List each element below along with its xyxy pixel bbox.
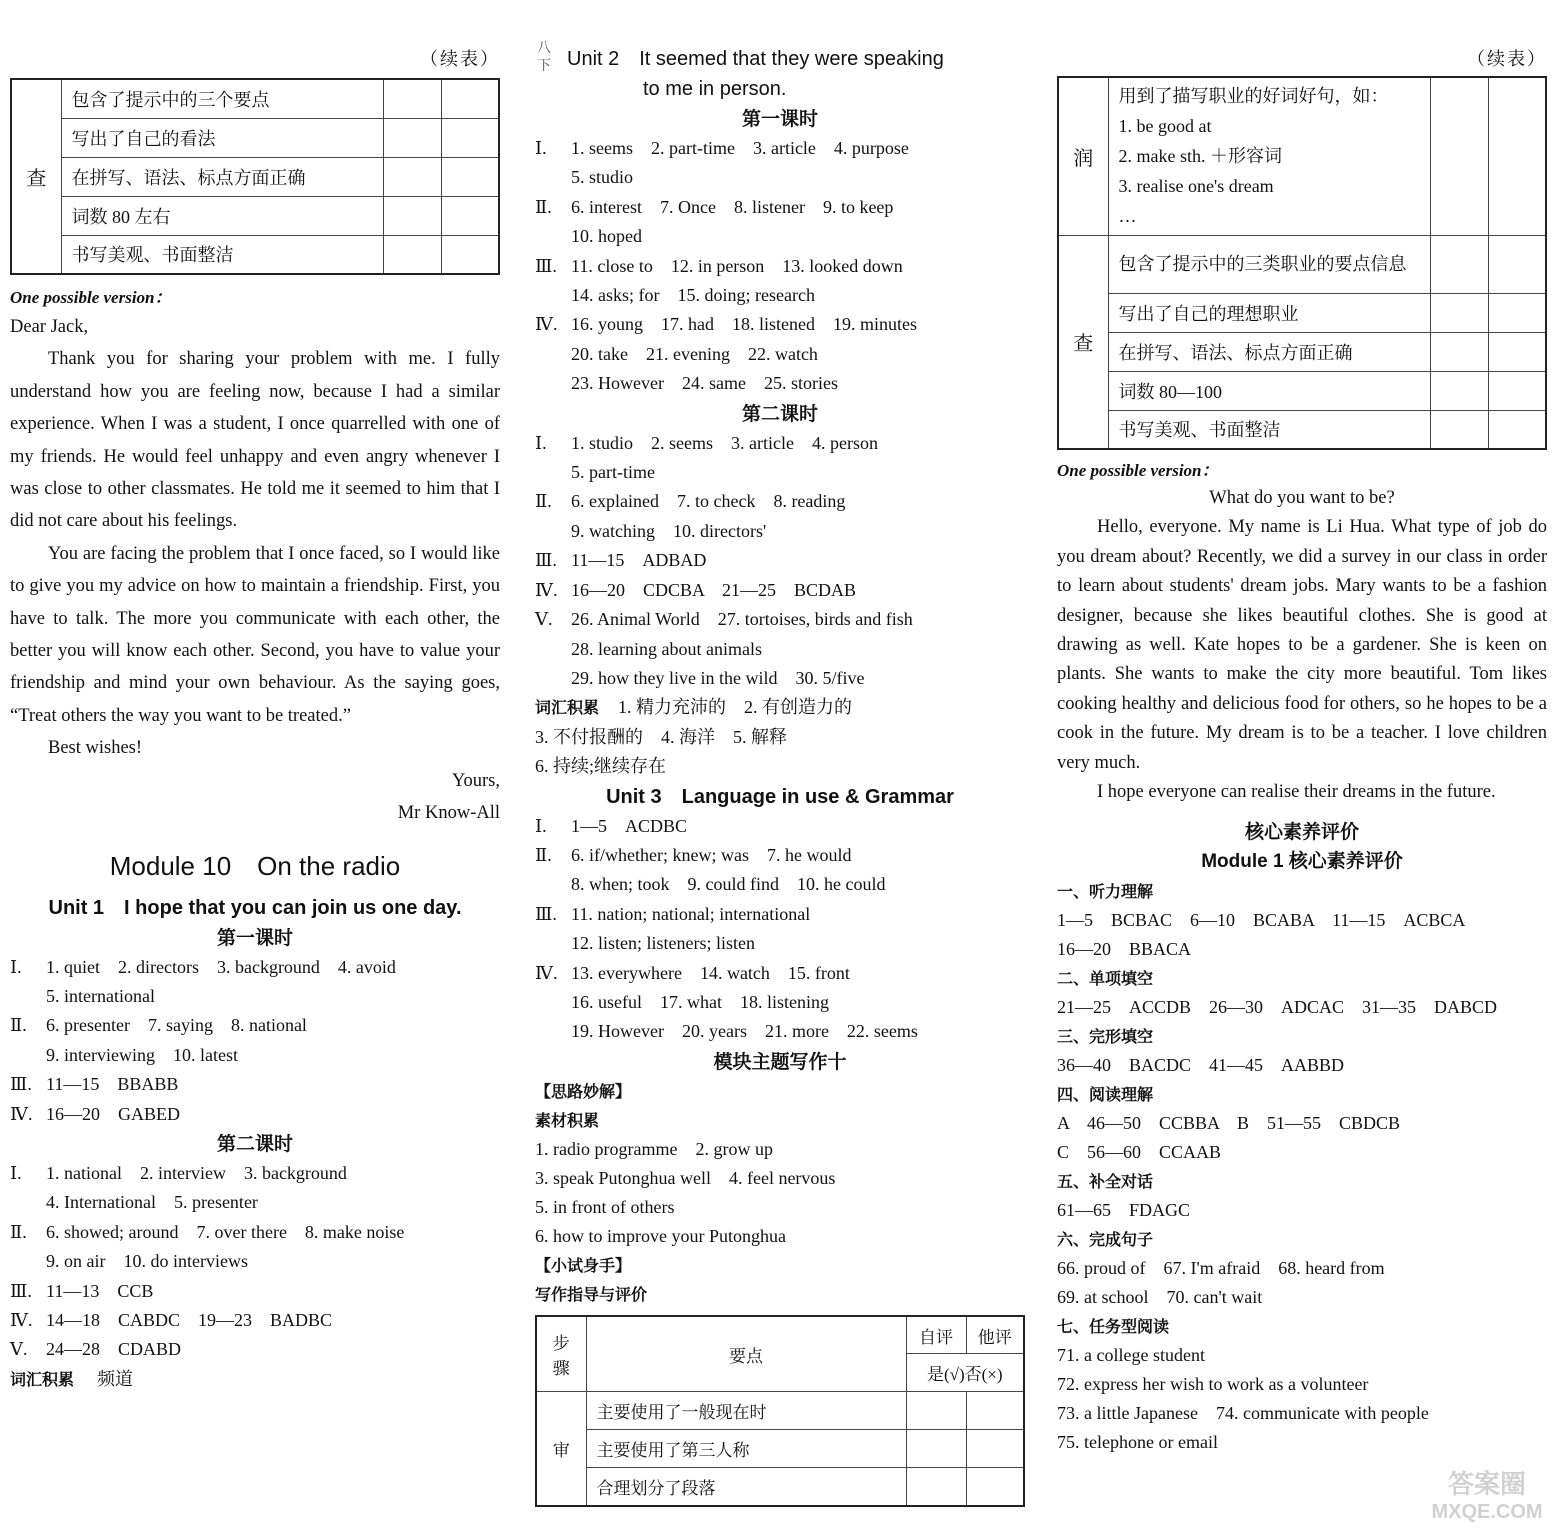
eval-section-heading: 三、完形填空 — [1057, 1027, 1154, 1047]
vocab-text: 频道 — [97, 1368, 134, 1389]
rubric-step: 润 — [1058, 77, 1108, 235]
answer-list — [535, 134, 1025, 399]
guide-head-peer: 他评 — [966, 1316, 1024, 1354]
answer-row — [535, 929, 1025, 958]
answer-row — [10, 1159, 500, 1188]
lesson-title: 第一课时 — [741, 108, 818, 130]
row-text: 16. young 17. had 18. listened 19. minutes — [571, 314, 917, 335]
letter-greeting: Dear Jack, — [10, 317, 89, 337]
answer-row — [10, 1011, 500, 1040]
watermark: 答案圈 MXQE.COM — [1431, 1469, 1543, 1523]
eval-section-heading: 五、补全对话 — [1057, 1172, 1154, 1192]
row-text: 1. national 2. interview 3. background — [46, 1162, 347, 1183]
answer-row — [10, 1070, 500, 1099]
row-text: 13. everywhere 14. watch 15. front — [571, 962, 850, 983]
rubric-item: 在拼写、语法、标点方面正确 — [61, 157, 383, 196]
module-title: Module 10 On the radio — [109, 850, 401, 881]
material-item: 5. in front of others — [535, 1196, 675, 1217]
row-text: 6. interest 7. Once 8. listener 9. to keep — [571, 196, 894, 217]
rubric-item: 用到了描写职业的好词好句，如： 1. be good at 2. make sth. ＋形容词 3. realise one's dream … — [1108, 77, 1430, 235]
answer-row — [10, 982, 500, 1011]
row-text: 4. International 5. presenter — [46, 1192, 258, 1213]
left-column — [10, 0, 500, 1394]
rubric-item: 词数 80 左右 — [61, 196, 383, 235]
answer-row — [535, 870, 1025, 899]
row-text: 6. showed; around 7. over there 8. make noise — [46, 1221, 405, 1242]
row-text: 11. close to 12. in person 13. looked down — [571, 255, 903, 276]
unit-title-line2: to me in person. — [643, 78, 787, 100]
vocab-text: 6. 持续;继续存在 — [535, 756, 667, 777]
vocab-label: 词汇积累 — [10, 1369, 75, 1389]
row-text: 1. seems 2. part-time 3. article 4. purpose — [571, 138, 909, 158]
middle-column — [535, 0, 1025, 1507]
row-text: 16—20 CDCBA 21—25 BCDAB — [571, 579, 857, 600]
row-number: Ⅱ. — [535, 196, 552, 217]
row-number: Ⅳ. — [10, 1309, 33, 1330]
row-number: Ⅳ. — [10, 1103, 33, 1124]
rubric-step: 查 — [11, 79, 61, 274]
row-text: 9. interviewing 10. latest — [46, 1044, 238, 1065]
row-text: 11. nation; national; international — [571, 903, 811, 924]
answer-row — [535, 193, 1025, 222]
answer-row — [535, 429, 1025, 458]
answer-row — [535, 310, 1025, 339]
row-number: Ⅴ. — [10, 1339, 28, 1360]
vocab-line — [10, 1365, 500, 1394]
guide-step: 审 — [536, 1392, 586, 1506]
answer-row — [535, 812, 1025, 841]
answer-row — [535, 664, 1025, 693]
row-text: 11—13 CCB — [46, 1280, 154, 1301]
row-text: 12. listen; listeners; listen — [571, 933, 755, 954]
guide-label: 写作指导与评价 — [535, 1284, 648, 1304]
rubric-item: 写出了自己的理想职业 — [1108, 293, 1430, 332]
eval-section-heading: 二、单项填空 — [1057, 969, 1154, 989]
answer-list — [10, 1159, 500, 1365]
right-column — [1057, 0, 1547, 1457]
rubric-item: 在拼写、语法、标点方面正确 — [1108, 332, 1430, 371]
eval-answer-line: 71. a college student — [1057, 1345, 1205, 1366]
eval-title: 核心素养评价 — [1244, 821, 1359, 844]
eval-answer-line: 75. telephone or email — [1057, 1432, 1218, 1453]
material-label: 素材积累 — [535, 1110, 600, 1130]
unit-title: Unit 1 I hope that you can join us one day. — [48, 896, 462, 919]
letter-signature: Mr Know-All — [397, 803, 500, 824]
guide-head-yesno: 是(√)否(×) — [906, 1354, 1024, 1392]
row-number: Ⅱ. — [10, 1221, 27, 1242]
answer-row — [535, 635, 1025, 664]
letter-paragraph: You are facing the problem that I once faced, so I would like to give you my advice on how to maintain a friendship. First, you have to talk. The more you communicate with each other, the better you will know each other. Second, you have to value your friendship and mind your own behaviour. As the saying goes, “Treat others the way you want to be treated.” — [10, 543, 500, 726]
row-text: 16. useful 17. what 18. listening — [571, 991, 829, 1012]
eval-section-heading: 七、任务型阅读 — [1057, 1317, 1170, 1337]
letter-closing: Best wishes! — [48, 738, 143, 759]
rubric-item: 包含了提示中的三类职业的要点信息 — [1108, 235, 1430, 293]
answer-row — [535, 281, 1025, 310]
try-label: 【小试身手】 — [535, 1255, 632, 1275]
eval-answer-line: 1—5 BCBAC 6—10 BCABA 11—15 ACBCA — [1057, 910, 1466, 931]
answer-row — [535, 1017, 1025, 1046]
margin-note: 八下 — [537, 41, 551, 74]
row-number: Ⅴ. — [535, 609, 553, 630]
answer-row — [10, 1041, 500, 1070]
rubric-table — [10, 78, 500, 275]
version-label: One possible version： — [10, 288, 172, 307]
rubric-item: 写出了自己的看法 — [61, 118, 383, 157]
unit-title-line1: Unit 2 It seemed that they were speaking — [567, 48, 944, 70]
row-number: Ⅱ. — [535, 844, 552, 865]
row-text: 19. However 20. years 21. more 22. seems — [571, 1021, 918, 1042]
version-label: One possible version： — [1057, 461, 1219, 480]
eval-answer-line: 66. proud of 67. I'm afraid 68. heard from — [1057, 1258, 1385, 1279]
answer-row — [535, 959, 1025, 988]
row-number: Ⅲ. — [10, 1074, 32, 1095]
row-number: Ⅰ. — [535, 815, 547, 836]
sample-essay — [1057, 484, 1547, 807]
eval-answer-line: 69. at school 70. can't wait — [1057, 1287, 1263, 1308]
answer-row — [535, 900, 1025, 929]
eval-answer-line: 16—20 BBACA — [1057, 939, 1192, 960]
answer-row — [535, 605, 1025, 634]
row-text: 29. how they live in the wild 30. 5/five — [571, 667, 865, 688]
row-text: 5. part-time — [571, 462, 655, 483]
guide-item: 合理划分了段落 — [586, 1468, 906, 1506]
guide-head-self: 自评 — [906, 1316, 966, 1354]
row-text: 9. on air 10. do interviews — [46, 1251, 248, 1272]
row-text: 14—18 CABDC 19—23 BADBC — [46, 1309, 333, 1330]
letter-paragraph: Thank you for sharing your problem with me. I fully understand how you are feeling now, because I had a similar experience. When I was a student, I once quarrelled with one of my friends. He would feel unhappy and even angry whenever I was close to other classmates. He told me it seemed to him that I did not care about his feelings. — [10, 349, 500, 532]
eval-answer-line: 21—25 ACCDB 26—30 ADCAC 31—35 DABCD — [1057, 997, 1498, 1018]
row-text: 16—20 GABED — [46, 1103, 180, 1124]
answer-row — [535, 340, 1025, 369]
material-item: 1. radio programme 2. grow up — [535, 1138, 773, 1159]
answer-row — [10, 1100, 500, 1129]
answer-row — [535, 458, 1025, 487]
row-number: Ⅰ. — [535, 138, 547, 158]
unit-title — [535, 44, 1025, 104]
eval-section-heading: 六、完成句子 — [1057, 1230, 1154, 1250]
vocab-line — [535, 693, 1025, 722]
guide-table — [535, 1315, 1025, 1507]
answer-list — [535, 429, 1025, 694]
row-number: Ⅰ. — [535, 432, 547, 453]
answer-row — [10, 1306, 500, 1335]
answer-row — [535, 988, 1025, 1017]
eval-answer-line: A 46—50 CCBBA B 51—55 CBDCB — [1057, 1113, 1401, 1134]
continued-label: （续表） — [1467, 49, 1547, 69]
answer-row — [535, 252, 1025, 281]
row-number: Ⅲ. — [535, 550, 557, 571]
row-text: 8. when; took 9. could find 10. he could — [571, 874, 886, 895]
lesson-title: 第二课时 — [741, 402, 818, 425]
row-number: Ⅲ. — [535, 255, 557, 276]
lesson-title: 第二课时 — [216, 1132, 293, 1155]
eval-answer-line: C 56—60 CCAAB — [1057, 1142, 1222, 1163]
vocab-label: 词汇积累 — [535, 698, 600, 718]
row-number: Ⅳ. — [535, 314, 558, 335]
row-number: Ⅲ. — [10, 1280, 32, 1301]
answer-row — [10, 1335, 500, 1364]
idea-label: 【思路妙解】 — [535, 1081, 632, 1101]
eval-answer-line: 61—65 FDAGC — [1057, 1200, 1191, 1221]
guide-item: 主要使用了第三人称 — [586, 1430, 906, 1468]
answer-row — [535, 576, 1025, 605]
row-text: 23. However 24. same 25. stories — [571, 373, 838, 394]
row-number: Ⅱ. — [10, 1015, 27, 1036]
unit-title: Unit 3 Language in use & Grammar — [606, 785, 954, 808]
letter-yours: Yours, — [452, 770, 500, 791]
answer-row — [10, 1247, 500, 1276]
eval-answer-line: 36—40 BACDC 41—45 AABBD — [1057, 1055, 1345, 1076]
row-text: 1—5 ACDBC — [571, 815, 688, 836]
row-number: Ⅱ. — [535, 491, 552, 512]
eval-section-heading: 四、阅读理解 — [1057, 1085, 1154, 1105]
rubric-item: 书写美观、书面整洁 — [61, 235, 383, 274]
row-text: 5. international — [46, 985, 155, 1006]
row-number: Ⅰ. — [10, 1162, 22, 1183]
answer-row — [535, 517, 1025, 546]
row-number: Ⅲ. — [535, 903, 557, 924]
row-text: 1. studio 2. seems 3. article 4. person — [571, 432, 878, 453]
eval-subtitle: Module 1 核心素养评价 — [1201, 851, 1403, 873]
answer-row — [535, 841, 1025, 870]
row-number: Ⅳ. — [535, 962, 558, 983]
row-text: 26. Animal World 27. tortoises, birds and fish — [571, 609, 913, 630]
answer-row — [535, 134, 1025, 163]
rubric-item: 词数 80—100 — [1108, 371, 1430, 410]
row-text: 6. presenter 7. saying 8. national — [46, 1015, 307, 1036]
answer-row — [535, 369, 1025, 398]
material-item: 3. speak Putonghua well 4. feel nervous — [535, 1167, 836, 1188]
lesson-title: 第一课时 — [216, 926, 293, 949]
rubric-table — [1057, 76, 1547, 450]
answer-row — [10, 953, 500, 982]
row-text: 10. hoped — [571, 226, 642, 247]
rubric-item: 书写美观、书面整洁 — [1108, 410, 1430, 449]
row-text: 28. learning about animals — [571, 638, 762, 659]
answer-row — [10, 1188, 500, 1217]
vocab-text: 3. 不付报酬的 4. 海洋 5. 解释 — [535, 726, 787, 747]
row-text: 20. take 21. evening 22. watch — [571, 343, 818, 364]
row-text: 24—28 CDABD — [46, 1339, 182, 1360]
material-list — [535, 1135, 1025, 1251]
writing-title: 模块主题写作十 — [713, 1050, 847, 1073]
eval-answer-line: 72. express her wish to work as a volunteer — [1057, 1374, 1369, 1395]
eval-section-heading: 一、听力理解 — [1057, 882, 1154, 902]
answer-row — [535, 487, 1025, 516]
continued-label: （续表） — [420, 49, 500, 69]
answer-row — [10, 1218, 500, 1247]
essay-paragraph: I hope everyone can realise their dreams in the future. — [1097, 782, 1496, 803]
guide-head-step: 步骤 — [536, 1316, 586, 1392]
row-text: 11—15 BBABB — [46, 1074, 179, 1095]
sample-letter — [10, 311, 500, 830]
row-text: 6. if/whether; knew; was 7. he would — [571, 844, 852, 865]
row-text: 14. asks; for 15. doing; research — [571, 285, 815, 306]
answer-list — [535, 812, 1025, 1047]
row-text: 6. explained 7. to check 8. reading — [571, 491, 846, 512]
row-text: 1. quiet 2. directors 3. background 4. avoid — [46, 956, 396, 977]
row-text: 5. studio — [571, 167, 634, 188]
eval-sections — [1057, 877, 1547, 1457]
guide-head-point: 要点 — [586, 1316, 906, 1392]
answer-row — [535, 546, 1025, 575]
essay-title: What do you want to be? — [1209, 488, 1395, 508]
row-text: 9. watching 10. directors' — [571, 520, 767, 541]
essay-paragraph: Hello, everyone. My name is Li Hua. What type of job do you dream about? Recently, we did a survey in our class in order to learn about students' dream jobs. Mary wants to be a fashion designer, because she likes beautiful clothes. She is good at drawing as well. Kate hopes to be a gardener. She is keen on plants. She wants to make the city more beautiful. Tom likes cooking healthy and delicious food for others, so he hopes to be a cook in the future. My dream is to be a teacher. I love children very much. — [1057, 517, 1547, 773]
rubric-step: 查 — [1058, 235, 1108, 449]
row-number: Ⅳ. — [535, 579, 558, 600]
answer-row — [535, 163, 1025, 192]
answer-row — [10, 1277, 500, 1306]
row-text: 11—15 ADBAD — [571, 550, 707, 571]
rubric-item: 包含了提示中的三个要点 — [61, 79, 383, 118]
vocab-text: 1. 精力充沛的 2. 有创造力的 — [618, 697, 853, 718]
guide-item: 主要使用了一般现在时 — [586, 1392, 906, 1430]
row-number: Ⅰ. — [10, 956, 22, 977]
answer-list — [10, 953, 500, 1129]
answer-row — [535, 222, 1025, 251]
material-item: 6. how to improve your Putonghua — [535, 1225, 786, 1246]
eval-answer-line: 73. a little Japanese 74. communicate with people — [1057, 1403, 1429, 1424]
